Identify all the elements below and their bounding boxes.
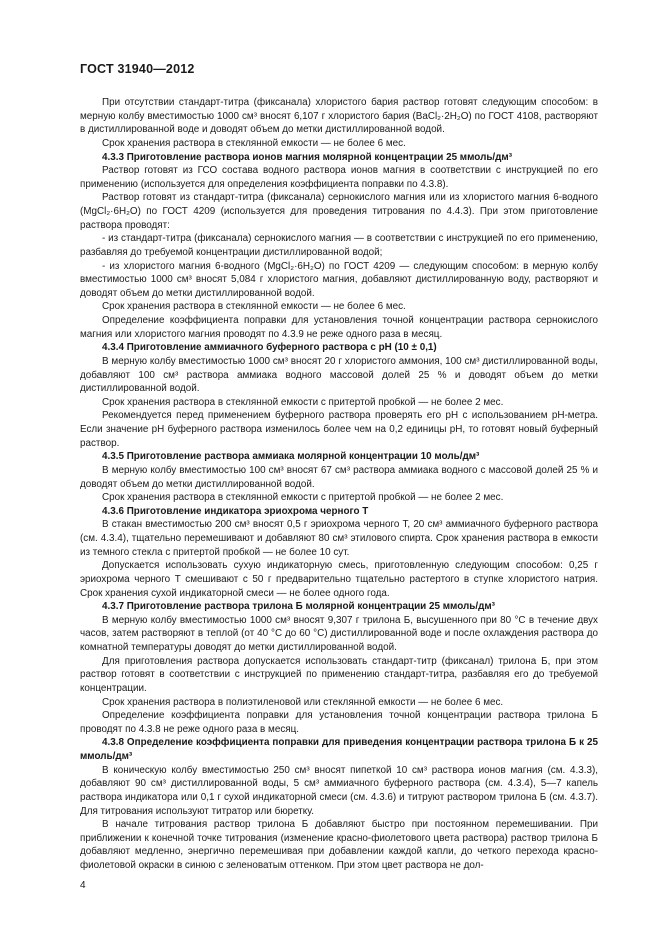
- section-heading-4-3-3: 4.3.3 Приготовление раствора ионов магния молярной концентрации 25 ммоль/дм³: [102, 151, 513, 163]
- paragraph: В стакан вместимостью 200 см³ вносят 0,5 г эриохрома черного Т, 20 см³ аммиачного буферного раствора (см. 4.3.4), тщательно перемешивают и добавляют 80 см³ этилового спирта. Срок хранения раствора в емкости из темного стекла с притертой пробкой — не более 10 сут.: [80, 519, 598, 558]
- paragraph: В коническую колбу вместимостью 250 см³ вносят пипеткой 10 см³ раствора ионов магния (см. 4.3.3), добавляют 90 см³ дистиллированной воды, 5 см³ аммиачного буферного раствора (см. 4.3.4), 5—7 капель раствора индикатора или 0,1 г сухой индикаторной смеси (см. 4.3.6) и титруют раствором трилона Б (см. 4.3.7). Для титрования используют титратор или бюретку.: [80, 764, 598, 817]
- paragraph: Рекомендуется перед применением буферного раствора проверять его pH с использованием pH-метра. Если значение pH буферного раствора изменилось более чем на 0,2 единицы pH, то готовят новый буферный раствор.: [80, 410, 598, 449]
- section-heading-4-3-4: 4.3.4 Приготовление аммиачного буферного раствора с pH (10 ± 0,1): [102, 342, 437, 354]
- paragraph: Раствор готовят из ГСО состава водного раствора ионов магния в соответствии с инструкцией по его применению (используется для определения коэффициента поправки по 4.3.8).: [80, 165, 598, 190]
- section-heading-4-3-7: 4.3.7 Приготовление раствора трилона Б молярной концентрации 25 ммоль/дм³: [102, 601, 495, 613]
- paragraph: Срок хранения раствора в стеклянной емкости — не более 6 мес.: [102, 137, 406, 149]
- paragraph: Для приготовления раствора допускается использовать стандарт-титр (фиксанал) трилона Б, при этом раствор готовят в соответствии с инструкцией по применению стандарт-титра, разбавляя его до требуемой концентрации.: [80, 655, 598, 694]
- paragraph: Срок хранения раствора в полиэтиленовой или стеклянной емкости — не более 6 мес.: [102, 696, 504, 708]
- paragraph: При отсутствии стандарт-титра (фиксанала) хлористого бария раствор готовят следующим способом: в мерную колбу вместимостью 1000 см³ вносят 6,107 г хлористого бария (BaCl₂·2H₂O) по ГОСТ 4108, растворяют в дистиллированной воде и доводят объем до метки дистиллированной водой.: [80, 97, 598, 136]
- page-number: 4: [80, 880, 86, 891]
- section-heading-4-3-8: 4.3.8 Определение коэффициента поправки для приведения концентрации раствора трилона Б к 25 ммоль/дм³: [80, 737, 598, 762]
- paragraph: В мерную колбу вместимостью 1000 см³ вносят 20 г хлористого аммония, 100 см³ дистиллированной воды, добавляют 100 см³ раствора аммиака водного массовой долей 25 % и доводят объем до метки дистиллированной водой.: [80, 355, 598, 395]
- paragraph: Срок хранения раствора в стеклянной емкости с притертой пробкой — не более 2 мес.: [102, 492, 504, 504]
- paragraph: Определение коэффициента поправки для установления точной концентрации раствора трилона Б проводят по 4.3.8 не реже одного раза в месяц.: [80, 710, 598, 735]
- section-heading-4-3-5: 4.3.5 Приготовление раствора аммиака молярной концентрации 10 моль/дм³: [102, 451, 480, 463]
- paragraph: Срок хранения раствора в стеклянной емкости — не более 6 мес.: [102, 301, 406, 313]
- section-heading-4-3-6: 4.3.6 Приготовление индикатора эриохрома черного Т: [102, 505, 369, 517]
- document-header: ГОСТ 31940—2012: [80, 62, 195, 76]
- list-item: - из хлористого магния 6-водного (MgCl₂·6H₂O) по ГОСТ 4209 — следующим способом: в мерную колбу вместимостью 1000 см³ вносят 5,084 г хлористого магния, добавляют дистиллированную воду, растворяют и доводят объем до метки дистиллированной водой.: [80, 260, 598, 299]
- paragraph: Срок хранения раствора в стеклянной емкости с притертой пробкой — не более 2 мес.: [102, 396, 504, 408]
- paragraph: Определение коэффициента поправки для установления точной концентрации раствора сернокислого магния или хлористого магния проводят по 4.3.9 не реже одного раза в месяц.: [80, 315, 598, 340]
- list-item: - из стандарт-титра (фиксанала) сернокислого магния — в соответствии с инструкцией по его применению, разбавляя до требуемой концентрации дистиллированной водой;: [80, 233, 598, 258]
- document-body: [80, 96, 598, 873]
- paragraph: В начале титрования раствор трилона Б добавляют быстро при постоянном перемешивании. При приближении к конечной точке титрования (изменение красно-фиолетового цвета раствора) раствор трилона Б добавляют медленно, энергично перемешивая при добавлении каждой капли, до четкого перехода красно-фиолетовой окраски в синюю с зеленоватым оттенком. При этом цвет раствора не дол-: [80, 819, 598, 871]
- paragraph: Раствор готовят из стандарт-титра (фиксанала) сернокислого магния или из хлористого магния 6-водного (MgCl₂·6H₂O) по ГОСТ 4209 (используется для проведения титрования по 4.4.3). При этом приготовление раствора проводят:: [80, 192, 598, 231]
- paragraph: Допускается использовать сухую индикаторную смесь, приготовленную следующим способом: 0,25 г эриохрома черного Т смешивают с 50 г предварительно тщательно растертого в ступке хлористого натрия. Срок хранения сухой индикаторной смеси — не более одного года.: [80, 560, 598, 599]
- paragraph: В мерную колбу вместимостью 100 см³ вносят 67 см³ раствора аммиака водного с массовой долей 25 % и доводят объем до метки дистиллированной водой.: [80, 464, 598, 490]
- paragraph: В мерную колбу вместимостью 1000 см³ вносят 9,307 г трилона Б, высушенного при 80 °С в течение двух часов, затем растворяют в теплой (от 40 °С до 60 °С) дистиллированной воде и после охлаждения раствора до комнатной температуры доводят до метки дистиллированной водой.: [80, 614, 598, 653]
